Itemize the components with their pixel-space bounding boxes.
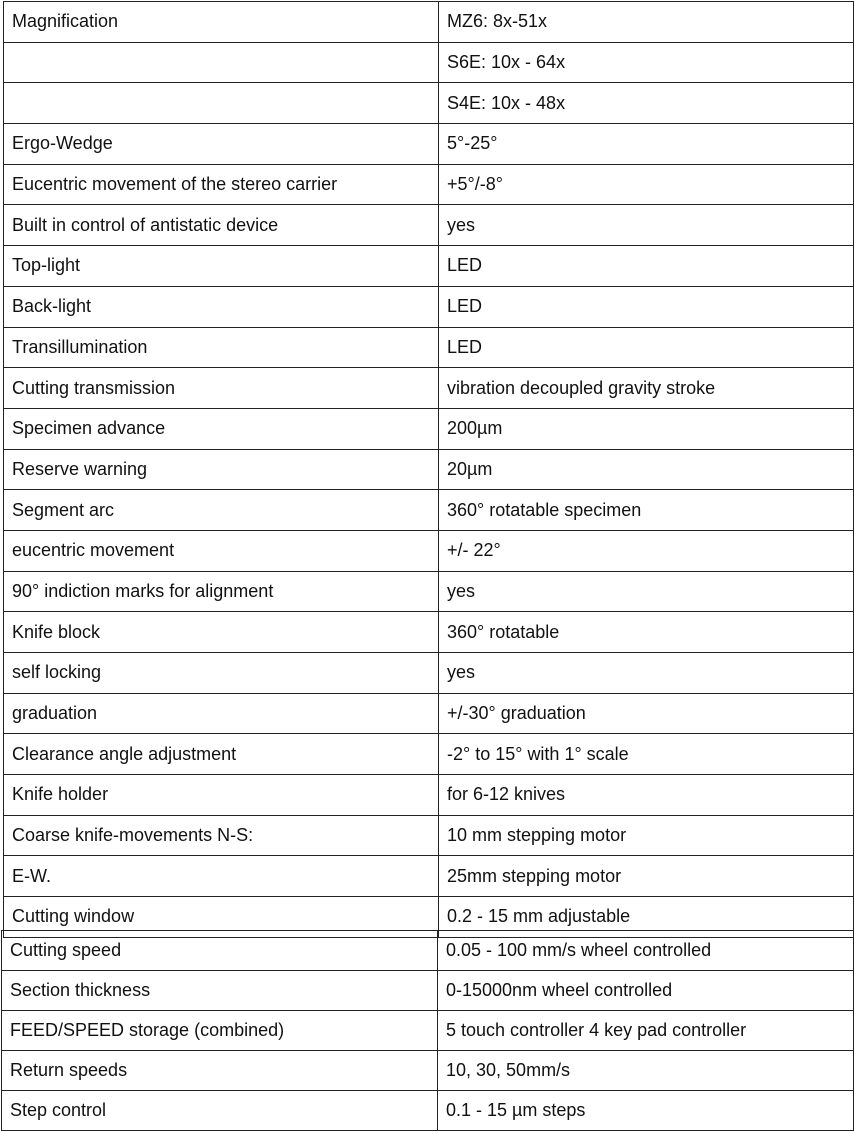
table-row (4, 2, 854, 43)
spec-label: eucentric movement (4, 530, 439, 571)
table-row (4, 83, 854, 124)
table-row (4, 205, 854, 246)
spec-label: Magnification (4, 2, 439, 43)
spec-label: Return speeds (2, 1051, 438, 1091)
table-row (4, 530, 854, 571)
spec-table-bottom (1, 930, 854, 1131)
spec-value: 25mm stepping motor (439, 856, 854, 897)
spec-value: -2° to 15° with 1° scale (439, 734, 854, 775)
spec-label: self locking (4, 653, 439, 694)
spec-label (4, 42, 439, 83)
table-row (2, 1091, 854, 1131)
spec-value: LED (439, 246, 854, 287)
spec-value: 0.2 - 15 mm adjustable (439, 897, 854, 938)
spec-value: 5°-25° (439, 124, 854, 165)
spec-label: graduation (4, 693, 439, 734)
table-row (4, 246, 854, 287)
spec-value: 5 touch controller 4 key pad controller (438, 1011, 854, 1051)
table-row (4, 164, 854, 205)
table-row (4, 815, 854, 856)
spec-value: +5°/-8° (439, 164, 854, 205)
spec-label: Section thickness (2, 971, 438, 1011)
spec-value: +/- 22° (439, 530, 854, 571)
table-row (4, 612, 854, 653)
table-row (4, 693, 854, 734)
spec-value: 0-15000nm wheel controlled (438, 971, 854, 1011)
spec-label: Cutting window (4, 897, 439, 938)
spec-label: Cutting transmission (4, 368, 439, 409)
spec-value: S4E: 10x - 48x (439, 83, 854, 124)
table-row (4, 449, 854, 490)
table-row (4, 571, 854, 612)
spec-value: 360° rotatable (439, 612, 854, 653)
spec-label: Specimen advance (4, 408, 439, 449)
spec-label: Back-light (4, 286, 439, 327)
spec-value: 0.1 - 15 µm steps (438, 1091, 854, 1131)
spec-table-top-body (4, 2, 854, 938)
spec-label: Eucentric movement of the stereo carrier (4, 164, 439, 205)
spec-value: 20µm (439, 449, 854, 490)
spec-label: E-W. (4, 856, 439, 897)
table-row (4, 327, 854, 368)
table-row (4, 734, 854, 775)
table-row (4, 286, 854, 327)
spec-label: Top-light (4, 246, 439, 287)
spec-value: 10, 30, 50mm/s (438, 1051, 854, 1091)
spec-label: Step control (2, 1091, 438, 1131)
table-row (4, 124, 854, 165)
spec-table-top (3, 1, 854, 938)
spec-value: yes (439, 205, 854, 246)
spec-label: Coarse knife-movements N-S: (4, 815, 439, 856)
table-row (2, 931, 854, 971)
spec-label: FEED/SPEED storage (combined) (2, 1011, 438, 1051)
spec-value: vibration decoupled gravity stroke (439, 368, 854, 409)
spec-label: Cutting speed (2, 931, 438, 971)
table-row (4, 408, 854, 449)
spec-label: 90° indiction marks for alignment (4, 571, 439, 612)
table-row (4, 368, 854, 409)
spec-label: Knife holder (4, 775, 439, 816)
spec-value: MZ6: 8x-51x (439, 2, 854, 43)
spec-label: Knife block (4, 612, 439, 653)
spec-label: Segment arc (4, 490, 439, 531)
spec-value: yes (439, 571, 854, 612)
spec-value: LED (439, 327, 854, 368)
spec-table-bottom-body (2, 931, 854, 1131)
spec-label: Reserve warning (4, 449, 439, 490)
table-row (4, 42, 854, 83)
table-row (4, 490, 854, 531)
table-row (2, 971, 854, 1011)
spec-label: Built in control of antistatic device (4, 205, 439, 246)
spec-label: Transillumination (4, 327, 439, 368)
spec-value: S6E: 10x - 64x (439, 42, 854, 83)
table-row (4, 653, 854, 694)
spec-label: Clearance angle adjustment (4, 734, 439, 775)
table-row (4, 775, 854, 816)
table-row (4, 856, 854, 897)
spec-value: 10 mm stepping motor (439, 815, 854, 856)
spec-value: LED (439, 286, 854, 327)
spec-value: 200µm (439, 408, 854, 449)
spec-label (4, 83, 439, 124)
table-row (2, 1051, 854, 1091)
table-row (2, 1011, 854, 1051)
spec-value: +/-30° graduation (439, 693, 854, 734)
spec-value: yes (439, 653, 854, 694)
spec-value: 0.05 - 100 mm/s wheel controlled (438, 931, 854, 971)
spec-value: 360° rotatable specimen (439, 490, 854, 531)
spec-label: Ergo-Wedge (4, 124, 439, 165)
spec-value: for 6-12 knives (439, 775, 854, 816)
